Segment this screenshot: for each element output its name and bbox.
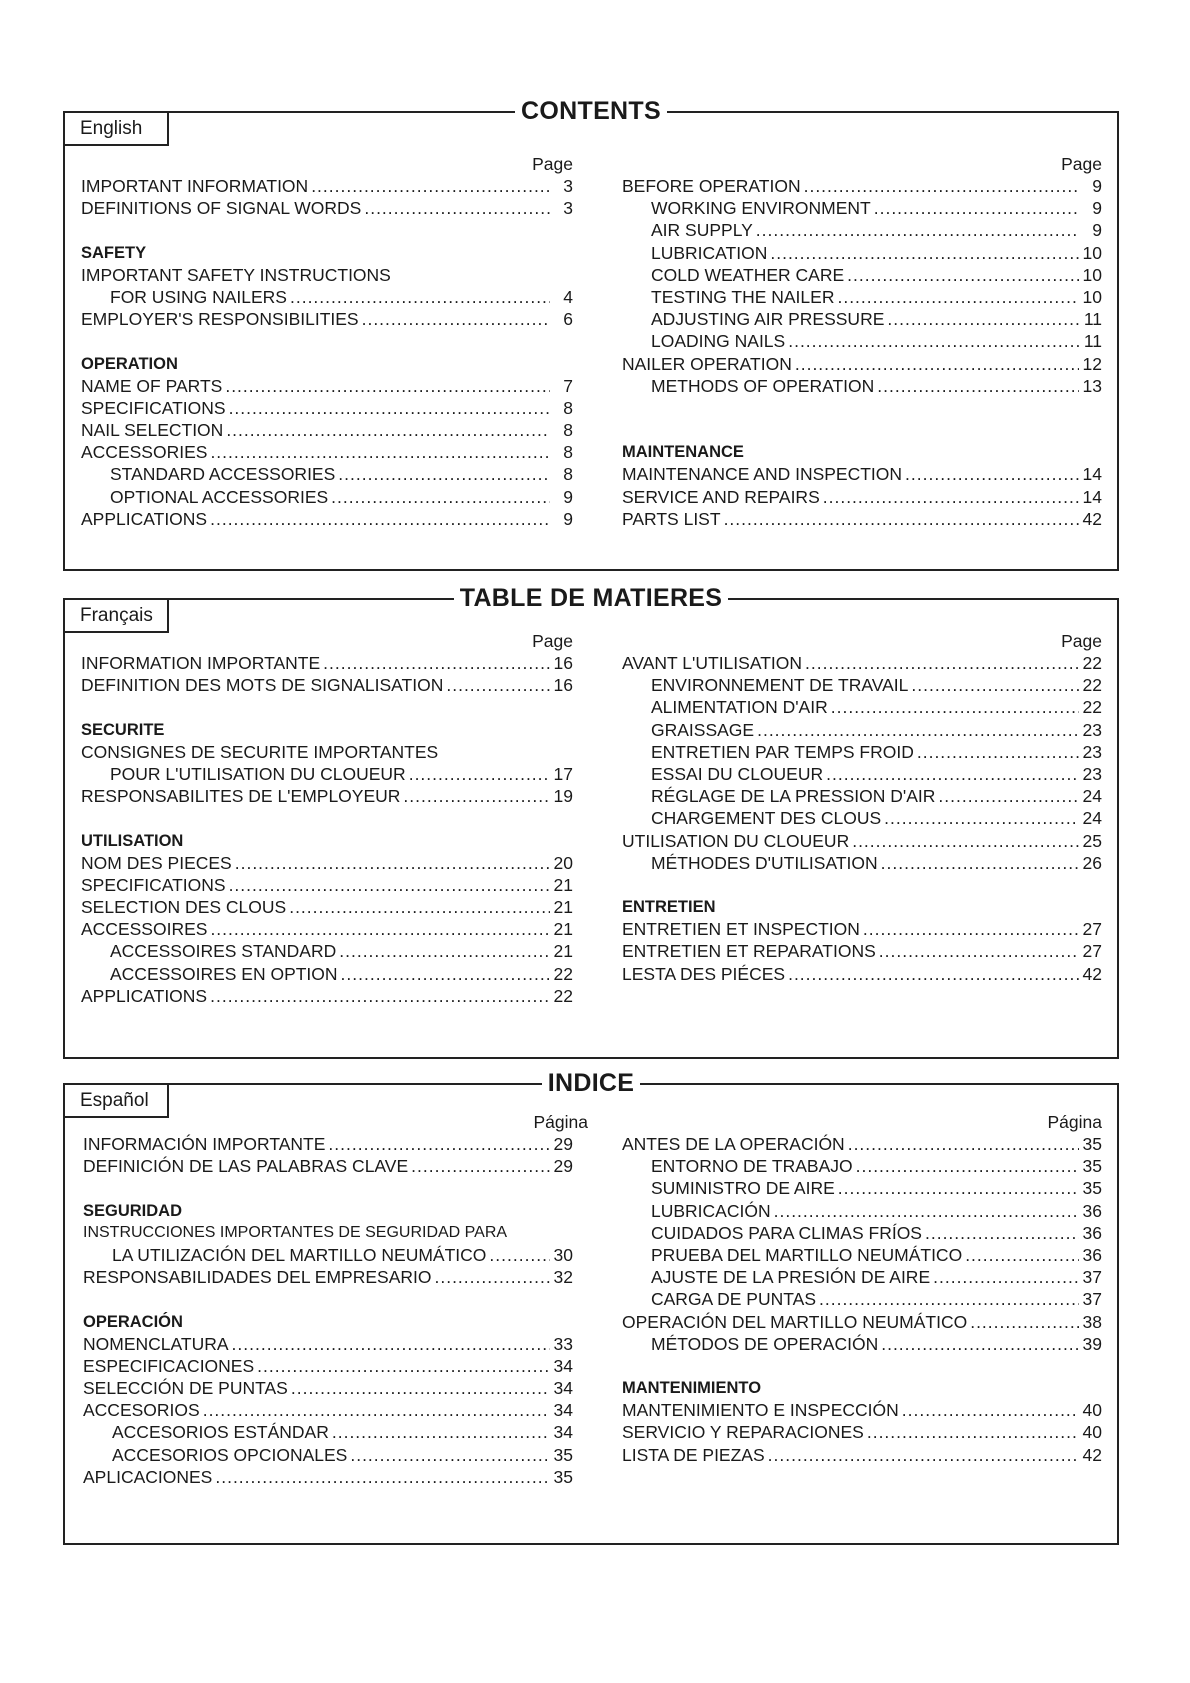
- toc-entry[interactable]: MANTENIMIENTO E INSPECCIÓN ..... 40: [622, 1399, 1102, 1421]
- toc-entry[interactable]: LOADING NAILS ..... 11: [622, 330, 1102, 352]
- language-tab-french: Français: [63, 598, 169, 633]
- toc-entry[interactable]: NAME OF PARTS ..... 7: [81, 375, 573, 397]
- toc-entry[interactable]: METHODS OF OPERATION ..... 13: [622, 375, 1102, 397]
- toc-entry[interactable]: EMPLOYER'S RESPONSIBILITIES ..... 6: [81, 308, 573, 330]
- page-column-label: Página: [1047, 1112, 1102, 1132]
- toc-entry[interactable]: LESTA DES PIÉCES ..... 42: [622, 963, 1102, 985]
- contents-heading: INDICE: [542, 1069, 641, 1097]
- toc-entry[interactable]: RÉGLAGE DE LA PRESSION D'AIR ..... 24: [622, 785, 1102, 807]
- toc-entry[interactable]: TESTING THE NAILER ..... 10: [622, 286, 1102, 308]
- toc-entry[interactable]: RESPONSABILITES DE L'EMPLOYEUR ..... 19: [81, 785, 573, 807]
- toc-entry[interactable]: ESSAI DU CLOUEUR ..... 23: [622, 763, 1102, 785]
- section-title: [65, 1069, 1117, 1101]
- toc-group-heading: OPERATION: [81, 354, 178, 373]
- toc-entry[interactable]: ENTRETIEN ET INSPECTION ..... 27: [622, 918, 1102, 940]
- toc-right-column: [622, 630, 1102, 985]
- section-title: [65, 97, 1117, 129]
- toc-entry[interactable]: APPLICATIONS ..... 22: [81, 985, 573, 1007]
- toc-entry[interactable]: DEFINITIONS OF SIGNAL WORDS ..... 3: [81, 197, 573, 219]
- toc-entry[interactable]: NAIL SELECTION ..... 8: [81, 419, 573, 441]
- toc-entry[interactable]: OPERACIÓN DEL MARTILLO NEUMÁTICO ..... 38: [622, 1311, 1102, 1333]
- toc-group-heading: MANTENIMIENTO: [622, 1379, 762, 1398]
- contents-heading: CONTENTS: [515, 97, 667, 125]
- toc-entry[interactable]: SUMINISTRO DE AIRE ..... 35: [622, 1177, 1102, 1199]
- toc-right-column: [622, 153, 1102, 530]
- toc-entry[interactable]: LISTA DE PIEZAS ..... 42: [622, 1444, 1102, 1466]
- toc-entry[interactable]: DEFINITION DES MOTS DE SIGNALISATION ..... 16: [81, 674, 573, 696]
- toc-entry[interactable]: DEFINICIÓN DE LAS PALABRAS CLAVE ..... 29: [83, 1155, 573, 1177]
- toc-entry[interactable]: AIR SUPPLY ..... 9: [622, 219, 1102, 241]
- toc-entry[interactable]: ACCESSOIRES ..... 21: [81, 918, 573, 940]
- toc-entry[interactable]: ENTRETIEN PAR TEMPS FROID ..... 23: [622, 741, 1102, 763]
- toc-entry[interactable]: ENVIRONNEMENT DE TRAVAIL ..... 22: [622, 674, 1102, 696]
- toc-entry[interactable]: ACCESORIOS OPCIONALES ..... 35: [83, 1444, 573, 1466]
- toc-entry[interactable]: ACCESORIOS ESTÁNDAR ..... 34: [83, 1421, 573, 1443]
- toc-left-column: [83, 1111, 588, 1488]
- toc-entry[interactable]: NOMENCLATURA ..... 33: [83, 1333, 573, 1355]
- toc-entry[interactable]: NOM DES PIECES ..... 20: [81, 852, 573, 874]
- toc-entry-text: CONSIGNES DE SECURITE IMPORTANTES: [81, 741, 439, 762]
- toc-group-heading: SEGURIDAD: [83, 1201, 183, 1220]
- toc-entry[interactable]: PARTS LIST ..... 42: [622, 508, 1102, 530]
- toc-entry-text: IMPORTANT SAFETY INSTRUCTIONS: [81, 264, 391, 285]
- toc-entry[interactable]: POUR L'UTILISATION DU CLOUEUR ..... 17: [81, 763, 573, 785]
- toc-entry[interactable]: APPLICATIONS ..... 9: [81, 508, 573, 530]
- page-column-label: Page: [1061, 631, 1102, 651]
- toc-entry[interactable]: LUBRICATION ..... 10: [622, 242, 1102, 264]
- toc-entry[interactable]: SERVICIO Y REPARACIONES ..... 40: [622, 1421, 1102, 1443]
- toc-entry[interactable]: MÉTODOS DE OPERACIÓN ..... 39: [622, 1333, 1102, 1355]
- toc-entry[interactable]: OPTIONAL ACCESSORIES ..... 9: [81, 486, 573, 508]
- toc-group-heading: ENTRETIEN: [622, 898, 716, 917]
- toc-entry[interactable]: GRAISSAGE ..... 23: [622, 719, 1102, 741]
- toc-entry[interactable]: CHARGEMENT DES CLOUS ..... 24: [622, 807, 1102, 829]
- toc-entry[interactable]: UTILISATION DU CLOUEUR ..... 25: [622, 830, 1102, 852]
- toc-entry[interactable]: MÉTHODES D'UTILISATION ..... 26: [622, 852, 1102, 874]
- toc-entry[interactable]: CARGA DE PUNTAS ..... 37: [622, 1288, 1102, 1310]
- toc-entry[interactable]: FOR USING NAILERS ..... 4: [81, 286, 573, 308]
- toc-group-heading: UTILISATION: [81, 831, 184, 850]
- toc-group-heading: OPERACIÓN: [83, 1312, 183, 1331]
- contents-section-french: [63, 584, 1119, 1059]
- toc-entry[interactable]: ACCESSOIRES STANDARD ..... 21: [81, 940, 573, 962]
- toc-entry[interactable]: LA UTILIZACIÓN DEL MARTILLO NEUMÁTICO ..... 30: [83, 1244, 573, 1266]
- toc-entry[interactable]: ADJUSTING AIR PRESSURE ..... 11: [622, 308, 1102, 330]
- toc-entry[interactable]: NAILER OPERATION ..... 12: [622, 353, 1102, 375]
- toc-entry[interactable]: SERVICE AND REPAIRS ..... 14: [622, 486, 1102, 508]
- contents-section-spanish: [63, 1069, 1119, 1545]
- toc-entry[interactable]: ANTES DE LA OPERACIÓN ..... 35: [622, 1133, 1102, 1155]
- toc-entry[interactable]: SELECTION DES CLOUS ..... 21: [81, 896, 573, 918]
- page-column-label: Página: [533, 1112, 588, 1132]
- toc-left-column: [81, 630, 573, 1007]
- toc-entry[interactable]: INFORMACIÓN IMPORTANTE ..... 29: [83, 1133, 573, 1155]
- toc-entry[interactable]: ALIMENTATION D'AIR ..... 22: [622, 696, 1102, 718]
- toc-entry[interactable]: ACCESSORIES ..... 8: [81, 441, 573, 463]
- toc-entry[interactable]: ENTRETIEN ET REPARATIONS ..... 27: [622, 940, 1102, 962]
- toc-entry[interactable]: ACCESORIOS ..... 34: [83, 1399, 573, 1421]
- toc-right-column: [622, 1111, 1102, 1466]
- toc-entry[interactable]: CUIDADOS PARA CLIMAS FRÍOS ..... 36: [622, 1222, 1102, 1244]
- language-tab-english: English: [63, 111, 169, 146]
- toc-entry[interactable]: ESPECIFICACIONES ..... 34: [83, 1355, 573, 1377]
- page-column-label: Page: [532, 154, 573, 174]
- toc-entry[interactable]: BEFORE OPERATION ..... 9: [622, 175, 1102, 197]
- toc-entry[interactable]: AJUSTE DE LA PRESIÓN DE AIRE ..... 37: [622, 1266, 1102, 1288]
- toc-entry-text: INSTRUCCIONES IMPORTANTES DE SEGURIDAD PARA: [83, 1223, 508, 1241]
- toc-entry[interactable]: SPECIFICATIONS ..... 8: [81, 397, 573, 419]
- toc-entry[interactable]: STANDARD ACCESSORIES ..... 8: [81, 463, 573, 485]
- toc-entry[interactable]: SPECIFICATIONS ..... 21: [81, 874, 573, 896]
- toc-entry[interactable]: WORKING ENVIRONMENT ..... 9: [622, 197, 1102, 219]
- toc-entry[interactable]: PRUEBA DEL MARTILLO NEUMÁTICO ..... 36: [622, 1244, 1102, 1266]
- contents-heading: TABLE DE MATIERES: [454, 584, 729, 612]
- toc-entry[interactable]: MAINTENANCE AND INSPECTION ..... 14: [622, 463, 1102, 485]
- toc-group-heading: SAFETY: [81, 243, 147, 262]
- toc-entry[interactable]: SELECCIÓN DE PUNTAS ..... 34: [83, 1377, 573, 1399]
- page-column-label: Page: [1061, 154, 1102, 174]
- toc-entry[interactable]: IMPORTANT INFORMATION ..... 3: [81, 175, 573, 197]
- toc-entry[interactable]: INFORMATION IMPORTANTE ..... 16: [81, 652, 573, 674]
- toc-entry[interactable]: ACCESSOIRES EN OPTION ..... 22: [81, 963, 573, 985]
- toc-entry[interactable]: LUBRICACIÓN ..... 36: [622, 1200, 1102, 1222]
- toc-entry[interactable]: ENTORNO DE TRABAJO ..... 35: [622, 1155, 1102, 1177]
- toc-entry[interactable]: RESPONSABILIDADES DEL EMPRESARIO ..... 32: [83, 1266, 573, 1288]
- language-tab-spanish: Español: [63, 1083, 169, 1118]
- toc-group-heading: SECURITE: [81, 720, 165, 739]
- toc-entry[interactable]: COLD WEATHER CARE ..... 10: [622, 264, 1102, 286]
- toc-left-column: [81, 153, 573, 530]
- contents-section-english: [63, 97, 1119, 571]
- section-title: [65, 584, 1117, 616]
- page-column-label: Page: [532, 631, 573, 651]
- toc-entry[interactable]: APLICACIONES ..... 35: [83, 1466, 573, 1488]
- toc-group-heading: MAINTENANCE: [622, 443, 744, 462]
- toc-entry[interactable]: AVANT L'UTILISATION ..... 22: [622, 652, 1102, 674]
